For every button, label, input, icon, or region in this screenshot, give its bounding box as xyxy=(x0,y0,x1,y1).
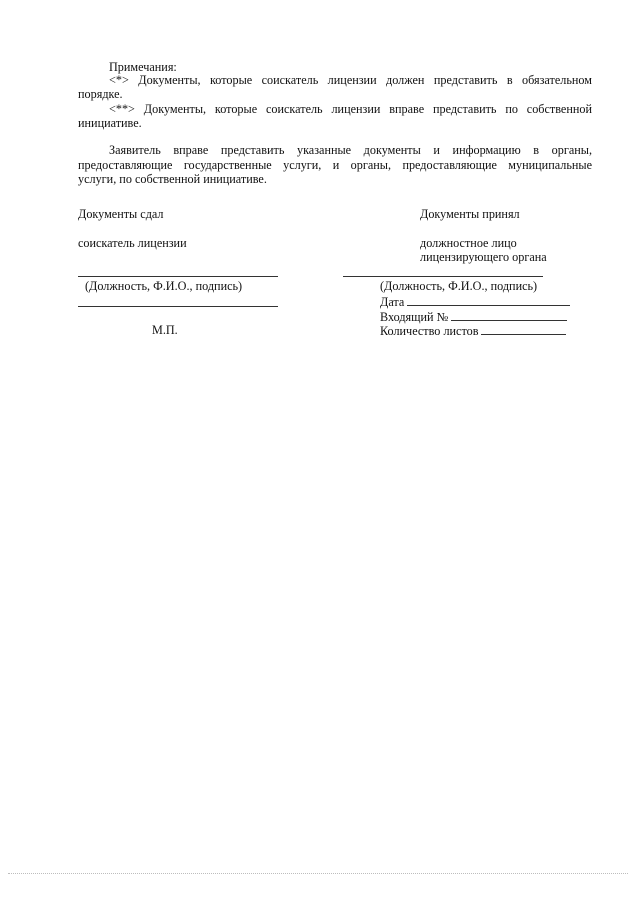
applicant-role-label: соискатель лицензии xyxy=(78,236,187,250)
stamp-label: М.П. xyxy=(152,323,178,337)
official-role-line-1: должностное лицо xyxy=(420,236,517,250)
date-field xyxy=(407,294,570,306)
note-2-line-2: инициативе. xyxy=(78,116,142,130)
left-signature-line xyxy=(78,276,278,277)
right-signature-caption: (Должность, Ф.И.О., подпись) xyxy=(380,279,538,293)
note-1-line-1: <*> Документы, которые соискатель лицензии должен представить в обязательном xyxy=(109,73,592,87)
date-label: Дата xyxy=(380,295,405,309)
submitted-label: Документы сдал xyxy=(78,207,164,221)
incoming-number-field xyxy=(451,309,567,321)
sheet-count-field xyxy=(481,323,566,335)
incoming-number-label: Входящий № xyxy=(380,310,449,324)
accepted-label: Документы принял xyxy=(420,207,520,221)
right-signature-line xyxy=(343,276,543,277)
note-2-line-1: <**> Документы, которые соискатель лицензии вправе представить по собственной xyxy=(109,102,592,116)
left-signature-caption: (Должность, Ф.И.О., подпись) xyxy=(85,279,243,293)
sheet-count-row xyxy=(380,323,566,339)
scan-noise-line xyxy=(8,873,628,874)
sheet-count-label: Количество листов xyxy=(380,324,479,338)
notes-heading: Примечания: xyxy=(109,60,177,74)
applicant-paragraph-line-2: предоставляющие государственные услуги, и органы, предоставляющие муниципальные xyxy=(78,158,592,172)
date-row xyxy=(380,294,570,310)
left-extra-line xyxy=(78,306,278,307)
official-role-line-2: лицензирующего органа xyxy=(420,250,547,264)
note-1-line-2: порядке. xyxy=(78,87,123,101)
applicant-paragraph-line-1: Заявитель вправе представить указанные документы и информацию в органы, xyxy=(109,143,592,157)
applicant-paragraph-line-3: услуги, по собственной инициативе. xyxy=(78,172,267,186)
